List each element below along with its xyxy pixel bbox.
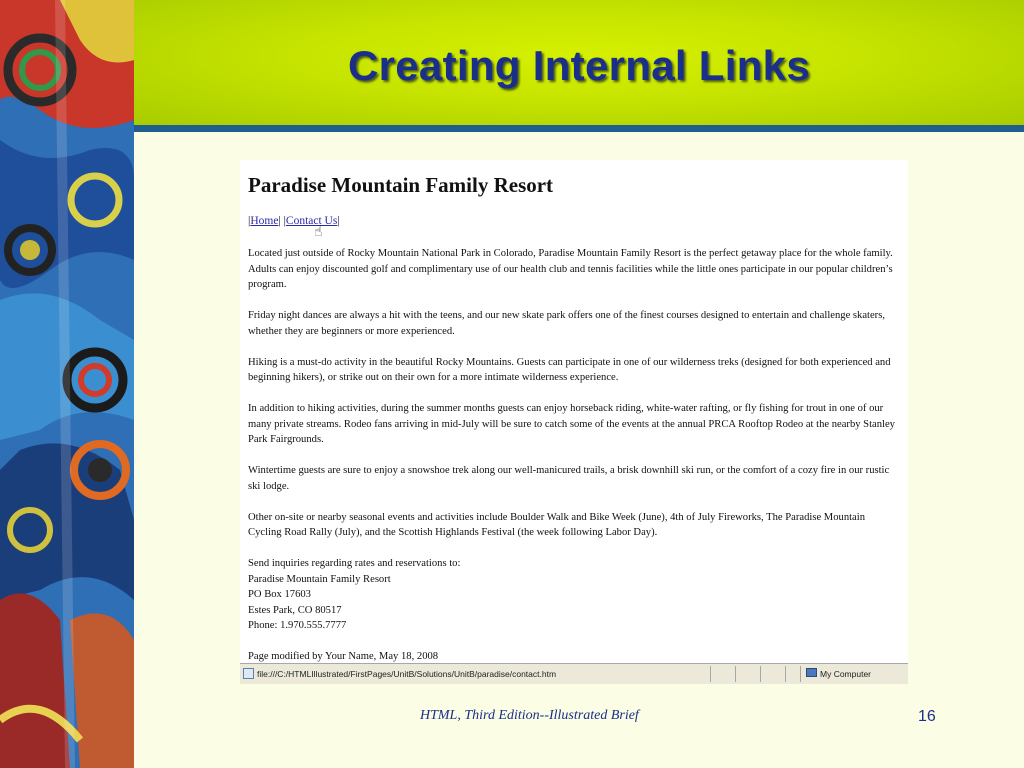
slide-title: Creating Internal Links (348, 42, 810, 89)
status-url: file:///C:/HTMLIllustrated/FirstPages/UnitB/Solutions/UnitB/paradise/contact.htm (257, 669, 557, 679)
page-modified-text: Page modified by Your Name, May 18, 2008 (248, 651, 439, 662)
security-zone-label: My Computer (820, 669, 872, 679)
address-line: Estes Park, CO 80517 (248, 604, 342, 616)
contact-us-link[interactable]: Contact Us (285, 215, 338, 227)
footer-text: HTML, Third Edition--Illustrated Brief (420, 708, 639, 723)
paragraph: Located just outside of Rocky Mountain National Park in Colorado, Paradise Mountain Family Resort is the perfect getaway place for the whole family. Adults can enjoy discounted golf and complimentary use of our health club and tennis facilities while the little ones participate in our popular children’s program. (248, 248, 893, 290)
browser-status-bar (240, 663, 908, 684)
page-number: 16 (918, 708, 936, 725)
status-divider (735, 666, 736, 682)
nav-bar (248, 215, 340, 227)
paragraph: In addition to hiking activities, during the summer months guests can enjoy horseback riding, white-water rafting, or fly fishing for trout in one of our many private streams. Rodeo fans arriving in mid-July will be sure to catch some of the events at the annual PRCA Rooftop Rodeo at the nearby Stanley Park Fairgrounds. (248, 403, 895, 445)
paragraph: Hiking is a must-do activity in the beautiful Rocky Mountains. Guests can participate in one of our wilderness treks (designed for both experienced and beginning hikers), or strike out on their own for a more intimate wilderness experience. (248, 356, 891, 383)
paragraph: Wintertime guests are sure to enjoy a snowshoe trek along our well-manicured trails, a brisk downhill ski run, or the comfort of a cozy fire in our rustic ski lodge. (248, 465, 890, 492)
status-divider (710, 666, 711, 682)
status-divider (760, 666, 761, 682)
address-line: Paradise Mountain Family Resort (248, 573, 391, 585)
page-icon (243, 668, 254, 679)
status-divider (800, 666, 801, 682)
address-block (248, 556, 900, 634)
address-line: PO Box 17603 (248, 589, 311, 600)
nav-separator: | | (278, 215, 286, 227)
browser-screenshot (240, 160, 908, 684)
address-line: Phone: 1.970.555.7777 (248, 620, 347, 631)
status-divider (785, 666, 786, 682)
decorative-painting (0, 0, 134, 768)
site-title: Paradise Mountain Family Resort (248, 173, 554, 197)
paragraph: Other on-site or nearby seasonal events and activities include Boulder Walk and Bike Week (June), 4th of July Fireworks, The Paradise Mountain Cycling Road Rally (July), and the Scottish Highlands Festival (the week following Labor Day). (248, 511, 865, 538)
nav-separator: | (248, 215, 251, 227)
paragraph: Friday night dances are always a hit with the teens, and our new skate park offers one of the finest courses designed to entertain and challenge skaters, whether they are beginners or more experienced. (248, 310, 885, 337)
hand-cursor-icon: ☝ (314, 224, 323, 240)
home-link[interactable]: Home (250, 215, 279, 227)
my-computer-icon (806, 668, 817, 677)
header-rule (134, 125, 1024, 132)
nav-separator: | (337, 215, 340, 227)
page-content (248, 246, 900, 680)
address-line: Send inquiries regarding rates and reservations to: (248, 558, 461, 569)
